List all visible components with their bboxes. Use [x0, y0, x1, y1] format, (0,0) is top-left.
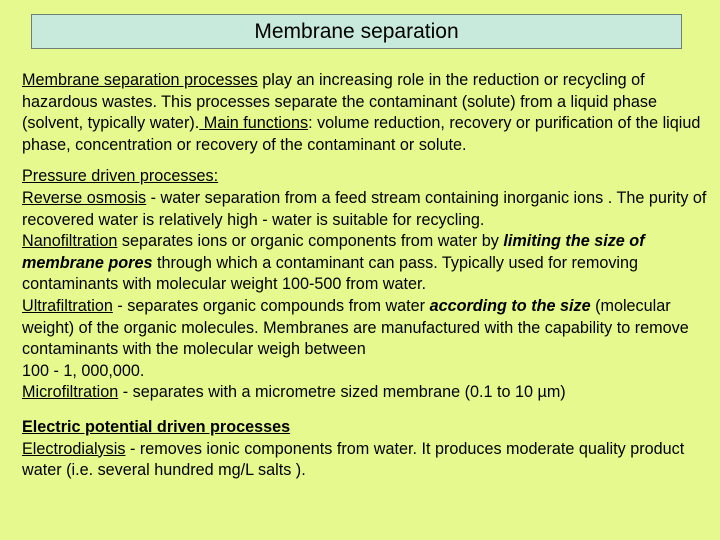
ultrafiltration-text-2: (molecular weight) of the organic molecules. Membranes are manufactured with the capability to remove contaminants with the molecular weigh between — [22, 296, 689, 359]
ultrafiltration-term: Ultrafiltration — [22, 296, 113, 315]
nanofiltration-emphasis: limiting the size of membrane pores — [22, 232, 645, 272]
slide-content — [22, 70, 712, 482]
microfiltration-term: Microfiltration — [22, 383, 119, 402]
microfiltration-text: - separates with a micrometre sized membrane (0.1 to 10 µm) — [118, 383, 566, 402]
intro-term: Membrane separation processes — [22, 71, 258, 89]
main-functions-label: Main functions — [199, 114, 309, 133]
ultrafiltration-range: 100 - 1, 000,000. — [22, 361, 145, 380]
pressure-section — [22, 166, 712, 404]
reverse-osmosis-text: - water separation from a feed stream containing inorganic ions . The purity of recovered water is relatively high - water is suitable for recycling. — [22, 188, 707, 229]
nanofiltration-text-2: through which a contaminant can pass. Typically used for removing contaminants with molecular weight 100-500 from water. — [22, 253, 639, 294]
nanofiltration-text-1: separates ions or organic components from water by — [117, 232, 504, 251]
electric-section — [22, 417, 712, 482]
electric-heading: Electric potential driven processes — [22, 417, 291, 436]
electrodialysis-text: - removes ionic components from water. It produces moderate quality product water (i.e. several hundred mg/L salts ). — [22, 439, 685, 480]
slide-title-box — [31, 14, 682, 49]
electrodialysis-term: Electrodialysis — [22, 439, 126, 458]
intro-text-1: play an increasing role in the reduction or recycling of hazardous wastes. This processes separate the contaminant (solute) from a liquid phase (solvent, typically water). — [22, 71, 657, 133]
ultrafiltration-emphasis: according to the size — [429, 296, 591, 315]
reverse-osmosis-term: Reverse osmosis — [22, 188, 147, 207]
intro-text-2: : volume reduction, recovery or purification of the liqiud phase, concentration or recovery of the contaminant or solute. — [22, 114, 701, 154]
slide-title: Membrane separation — [254, 19, 459, 43]
intro-paragraph — [22, 70, 712, 156]
nanofiltration-term: Nanofiltration — [22, 232, 118, 251]
pressure-heading: Pressure driven processes: — [22, 167, 219, 186]
ultrafiltration-text-1: - separates organic compounds from water — [112, 296, 430, 315]
